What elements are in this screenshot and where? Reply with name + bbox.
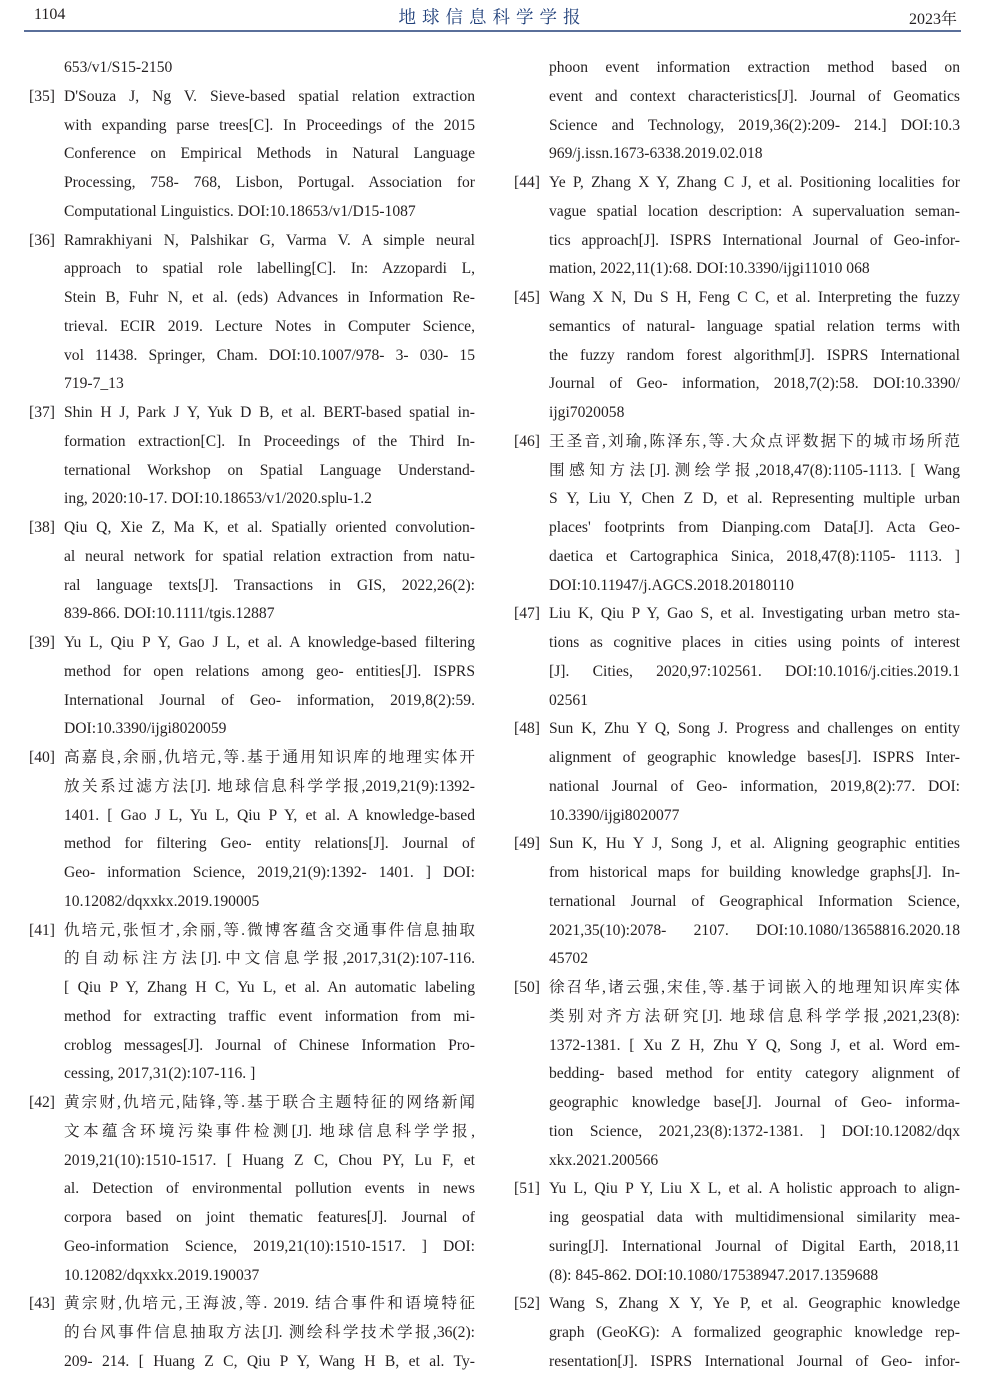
reference-text: from historical maps for building knowledge graphs[J]. In- [549, 864, 960, 881]
reference-text: places' footprints from Dianping.com Data[J]. Acta Geo- [549, 519, 960, 536]
reference-text: ternational Workshop on Spatial Language Understand- [64, 461, 475, 479]
reference-entry [514, 54, 960, 169]
reference-line [514, 1032, 960, 1061]
reference-line [29, 342, 475, 371]
reference-text: 1372-1381. [ Xu Z H, Zhu Y Q, Song J, et al. Word em- [549, 1036, 960, 1054]
reference-line [514, 1003, 960, 1032]
reference-entry [514, 715, 960, 830]
reference-text: tics approach[J]. ISPRS International Journal of Geo-infor- [549, 231, 960, 249]
reference-text: Shin H J, Park J Y, Yuk D B, et al. BERT-based spatial in- [64, 404, 475, 421]
reference-text: method for open relations among geo- entities[J]. ISPRS [64, 662, 475, 680]
reference-text: ternational Journal of Geographical Information Science, [549, 892, 960, 910]
reference-line [514, 917, 960, 946]
reference-entry [29, 83, 475, 227]
reference-line [514, 1147, 960, 1176]
reference-text: 黄宗财,仇培元,王海波,等. 2019. 结合事件和语境特征 [64, 1295, 475, 1313]
reference-line [514, 974, 960, 1003]
reference-entry [514, 1290, 960, 1376]
reference-text: (8): 845-862. DOI:10.1080/17538947.2017.1359688 [549, 1266, 879, 1284]
reference-line [29, 1118, 475, 1147]
publication-year: 2023年 [908, 11, 957, 28]
reference-text: event and context characteristics[J]. Journal of Geomatics [549, 87, 960, 105]
reference-text: method for extracting traffic event information from mi- [64, 1007, 475, 1025]
reference-line [29, 514, 475, 543]
reference-text: croblog messages[J]. Journal of Chinese Information Pro- [64, 1036, 475, 1054]
reference-number: [36] [29, 231, 55, 249]
reference-line [29, 1147, 475, 1176]
reference-line [29, 1262, 475, 1291]
reference-text: 文本蕴含环境污染事件检测[J]. 地球信息科学学报, [64, 1122, 475, 1140]
reference-line [514, 1233, 960, 1262]
reference-text: approach to spatial role labelling[C]. In: Azzopardi L, [64, 260, 475, 278]
reference-text: Liu K, Qiu P Y, Gao S, et al. Investigating urban metro sta- [549, 605, 960, 623]
reference-text: method for filtering Geo- entity relations[J]. Journal of [64, 835, 475, 853]
reference-line [29, 888, 475, 917]
reference-line [29, 1348, 475, 1377]
header-divider [24, 30, 961, 32]
reference-number: [41] [29, 921, 55, 939]
reference-line [29, 629, 475, 658]
reference-line [29, 83, 475, 112]
reference-line [29, 945, 475, 974]
reference-text: corpora based on joint thematic features[J]. Journal of [64, 1209, 475, 1226]
reference-text: Wang S, Zhang X Y, Ye P, et al. Geographic knowledge [549, 1295, 960, 1313]
reference-line [29, 744, 475, 773]
reference-text: al neural network for spatial relation extraction from natu- [64, 547, 475, 565]
reference-text: Processing, 758- 768, Lisbon, Portugal. Association for [64, 174, 475, 191]
reference-entry [29, 1089, 475, 1290]
reference-line [514, 342, 960, 371]
reference-line [514, 485, 960, 514]
reference-text: suring[J]. International Journal of Digital Earth, 2018,11 [549, 1237, 960, 1255]
reference-line [514, 572, 960, 601]
reference-line [514, 744, 960, 773]
reference-line [514, 399, 960, 428]
reference-line [514, 1175, 960, 1204]
reference-text: trieval. ECIR 2019. Lecture Notes in Computer Science, [64, 317, 475, 335]
reference-text: tion Science, 2021,23(8):1372-1381. ] DOI:10.12082/dqx [549, 1122, 960, 1140]
reference-text: 2021,35(10):2078- 2107. DOI:10.1080/13658816.2020.18 [549, 921, 960, 939]
reference-line [29, 600, 475, 629]
reference-text: Sun K, Hu Y J, Song J, et al. Aligning geographic entities [549, 835, 960, 853]
reference-text: phoon event information extraction method based on [549, 59, 960, 76]
reference-entry [514, 830, 960, 974]
reference-text: 969/j.issn.1673-6338.2019.02.018 [549, 145, 763, 163]
reference-line [514, 715, 960, 744]
reference-line [29, 54, 475, 83]
reference-line [29, 140, 475, 169]
reference-entry [514, 428, 960, 601]
reference-text: 放关系过滤方法[J]. 地球信息科学学报,2019,21(9):1392- [64, 777, 475, 795]
reference-line [29, 1204, 475, 1233]
reference-line [29, 1089, 475, 1118]
reference-entry [29, 629, 475, 744]
journal-title: 地球信息科学学报 [398, 7, 587, 27]
reference-line [514, 1060, 960, 1089]
reference-text: Journal of Geo- information, 2018,7(2):58. DOI:10.3390/ [549, 375, 960, 393]
reference-line [514, 140, 960, 169]
reference-line [514, 600, 960, 629]
reference-text: [J]. Cities, 2020,97:102561. DOI:10.1016/j.cities.2019.1 [549, 662, 960, 680]
reference-line [514, 543, 960, 572]
reference-text: DOI:10.11947/j.AGCS.2018.20180110 [549, 576, 794, 594]
reference-entry [29, 227, 475, 400]
reference-line [29, 255, 475, 284]
reference-text: 王圣音,刘瑜,陈泽东,等.大众点评数据下的城市场所范 [549, 432, 960, 450]
reference-text: 45702 [549, 950, 588, 968]
reference-text: 围感知方法[J].测绘学报,2018,47(8):1105-1113. [ Wang [549, 461, 960, 479]
reference-line [514, 1089, 960, 1118]
reference-line [514, 1118, 960, 1147]
reference-number: [35] [29, 87, 55, 105]
reference-text: 10.3390/ijgi8020077 [549, 806, 680, 824]
reference-text: 10.12082/dqxxkx.2019.190005 [64, 892, 260, 910]
reference-line [514, 457, 960, 486]
reference-text: daetica et Cartographica Sinica, 2018,47(8):1105- 1113. ] [549, 547, 960, 565]
reference-number: [51] [514, 1180, 540, 1198]
reference-text: 02561 [549, 691, 588, 709]
reference-text: Yu L, Qiu P Y, Gao J L, et al. A knowledge-based filtering [64, 634, 475, 651]
reference-line [29, 1319, 475, 1348]
reference-text: [ Qiu P Y, Zhang H C, Yu L, et al. An automatic labeling [64, 979, 475, 996]
reference-line [29, 485, 475, 514]
reference-text: vague spatial location description: A supervaluation seman- [549, 202, 960, 220]
reference-line [29, 1032, 475, 1061]
reference-line [29, 830, 475, 859]
reference-entry [29, 54, 475, 83]
reference-line [29, 1233, 475, 1262]
reference-number: [42] [29, 1094, 55, 1111]
reference-line [29, 802, 475, 831]
reference-line [29, 198, 475, 227]
reference-number: [46] [514, 432, 540, 450]
reference-text: Ramrakhiyani N, Palshikar G, Varma V. A simple neural [64, 231, 475, 249]
reference-line [29, 1003, 475, 1032]
reference-line [514, 169, 960, 198]
reference-text: S Y, Liu Y, Chen Z D, et al. Representing multiple urban [549, 490, 960, 508]
reference-line [29, 1060, 475, 1089]
reference-text: xkx.2021.200566 [549, 1151, 659, 1169]
reference-text: Qiu Q, Xie Z, Ma K, et al. Spatially oriented convolution- [64, 519, 475, 536]
reference-entry [514, 1175, 960, 1290]
reference-text: 2019,21(10):1510-1517. [ Huang Z C, Chou PY, Lu F, et [64, 1151, 475, 1169]
reference-text: Stein B, Fuhr N, et al. (eds) Advances in Information Re- [64, 289, 475, 306]
reference-text: Computational Linguistics. DOI:10.18653/v1/D15-1087 [64, 202, 416, 220]
reference-number: [37] [29, 404, 55, 421]
reference-number: [44] [514, 174, 540, 191]
reference-line [514, 313, 960, 342]
reference-number: [52] [514, 1295, 540, 1313]
reference-number: [48] [514, 720, 540, 738]
reference-line [29, 658, 475, 687]
reference-text: Yu L, Qiu P Y, Liu X L, et al. A holistic approach to align- [549, 1180, 960, 1198]
reference-line [29, 169, 475, 198]
reference-line [514, 112, 960, 141]
reference-text: 类别对齐方法研究[J]. 地球信息科学学报,2021,23(8): [549, 1007, 960, 1025]
reference-line [514, 1204, 960, 1233]
reference-column-left [29, 54, 475, 1377]
reference-line [514, 255, 960, 284]
reference-text: Geo- information Science, 2019,21(9):1392- 1401. ] DOI: [64, 864, 475, 881]
reference-text: International Journal of Geo- information, 2019,8(2):59. [64, 691, 475, 709]
reference-text: DOI:10.3390/ijgi8020059 [64, 720, 227, 738]
reference-line [514, 514, 960, 543]
reference-line [514, 629, 960, 658]
reference-number: [50] [514, 979, 540, 996]
reference-line [29, 974, 475, 1003]
reference-entry [514, 284, 960, 428]
reference-text: 高嘉良,余丽,仇培元,等.基于通用知识库的地理实体开 [64, 749, 475, 766]
reference-entry [514, 974, 960, 1175]
reference-line [29, 687, 475, 716]
reference-text: resentation[J]. ISPRS International Journal of Geo- infor- [549, 1352, 960, 1370]
reference-text: Ye P, Zhang X Y, Zhang C J, et al. Positioning localities for [549, 174, 960, 191]
reference-line [29, 313, 475, 342]
reference-line [514, 370, 960, 399]
reference-line [29, 1290, 475, 1319]
reference-line [514, 687, 960, 716]
reference-text: with expanding parse trees[C]. In Proceedings of the 2015 [64, 116, 475, 134]
reference-text: graph (GeoKG): A formalized geographic knowledge rep- [549, 1324, 960, 1341]
reference-text: Conference on Empirical Methods in Natural Language [64, 145, 475, 163]
reference-line [514, 1290, 960, 1319]
reference-text: D'Souza J, Ng V. Sieve-based spatial relation extraction [64, 87, 475, 105]
reference-line [514, 802, 960, 831]
reference-line [514, 773, 960, 802]
reference-entry [514, 169, 960, 284]
reference-text: the fuzzy random forest algorithm[J]. ISPRS International [549, 346, 960, 364]
reference-text: al. Detection of environmental pollution events in news [64, 1180, 475, 1198]
reference-text: vol 11438. Springer, Cham. DOI:10.1007/978- 3- 030- 15 [64, 346, 475, 364]
reference-text: ing geospatial data with multidimensional similarity mea- [549, 1209, 960, 1226]
reference-text: 653/v1/S15-2150 [64, 59, 173, 76]
reference-line [514, 83, 960, 112]
reference-line [29, 572, 475, 601]
reference-text: geographic knowledge base[J]. Journal of Geo- informa- [549, 1094, 960, 1111]
reference-number: [39] [29, 634, 55, 651]
reference-line [514, 227, 960, 256]
reference-line [29, 227, 475, 256]
reference-text: alignment of geographic knowledge bases[J]. ISPRS Inter- [549, 749, 960, 766]
reference-text: bedding- based method for entity category alignment of [549, 1065, 960, 1083]
reference-line [29, 1175, 475, 1204]
reference-text: tions as cognitive places in cities using points of interest [549, 634, 960, 651]
reference-text: ral language texts[J]. Transactions in GIS, 2022,26(2): [64, 576, 475, 594]
reference-text: Geo-information Science, 2019,21(10):1510-1517. ] DOI: [64, 1237, 475, 1255]
reference-line [29, 773, 475, 802]
reference-line [514, 658, 960, 687]
reference-line [514, 859, 960, 888]
reference-line [29, 370, 475, 399]
reference-line [29, 917, 475, 946]
reference-number: [40] [29, 749, 55, 766]
reference-text: 徐召华,诸云强,宋佳,等.基于词嵌入的地理知识库实体 [549, 979, 960, 996]
reference-text: mation, 2022,11(1):68. DOI:10.3390/ijgi11010 068 [549, 260, 870, 278]
reference-text: Science and Technology, 2019,36(2):209- 214.] DOI:10.3 [549, 116, 960, 134]
page-header [24, 0, 961, 32]
reference-line [29, 428, 475, 457]
reference-entry [29, 917, 475, 1090]
reference-line [514, 198, 960, 227]
reference-text: 1401. [ Gao J L, Yu L, Qiu P Y, et al. A knowledge-based [64, 806, 475, 824]
reference-line [514, 284, 960, 313]
reference-text: 209- 214. [ Huang Z C, Qiu P Y, Wang H B, et al. Ty- [64, 1352, 475, 1370]
reference-text: 839-866. DOI:10.1111/tgis.12887 [64, 605, 275, 623]
reference-line [514, 945, 960, 974]
reference-column-right [514, 54, 960, 1377]
reference-number: [38] [29, 519, 55, 536]
reference-number: [49] [514, 835, 540, 853]
reference-number: [47] [514, 605, 540, 623]
reference-line [514, 1319, 960, 1348]
reference-entry [29, 744, 475, 917]
reference-text: 的自动标注方法[J].中文信息学报,2017,31(2):107-116. [64, 950, 475, 968]
reference-number: [43] [29, 1295, 55, 1313]
reference-line [514, 888, 960, 917]
reference-text: Sun K, Zhu Y Q, Song J. Progress and challenges on entity [549, 720, 960, 738]
page-number: 1104 [34, 6, 66, 23]
reference-line [29, 112, 475, 141]
reference-line [29, 715, 475, 744]
reference-line [29, 543, 475, 572]
reference-text: 10.12082/dqxxkx.2019.190037 [64, 1266, 260, 1284]
reference-text: semantics of natural- language spatial relation terms with [549, 317, 960, 335]
reference-text: ing, 2020:10-17. DOI:10.18653/v1/2020.splu-1.2 [64, 490, 372, 508]
reference-number: [45] [514, 289, 540, 306]
reference-text: ijgi7020058 [549, 404, 625, 421]
reference-text: 的台风事件信息抽取方法[J]. 测绘科学技术学报,36(2): [64, 1324, 475, 1341]
reference-entry [514, 600, 960, 715]
reference-line [514, 1348, 960, 1377]
reference-line [514, 830, 960, 859]
reference-line [29, 457, 475, 486]
reference-text: 719-7_13 [64, 375, 124, 393]
reference-entry [29, 514, 475, 629]
reference-text: national Journal of Geo- information, 2019,8(2):77. DOI: [549, 777, 960, 795]
reference-text: formation extraction[C]. In Proceedings of the Third In- [64, 432, 475, 450]
reference-line [514, 428, 960, 457]
reference-text: Wang X N, Du S H, Feng C C, et al. Interpreting the fuzzy [549, 289, 960, 306]
reference-entry [29, 399, 475, 514]
reference-line [29, 399, 475, 428]
reference-text: cessing, 2017,31(2):107-116. ] [64, 1065, 256, 1083]
reference-entry [29, 1290, 475, 1376]
reference-line [514, 54, 960, 83]
reference-line [29, 284, 475, 313]
reference-text: 黄宗财,仇培元,陆锋,等.基于联合主题特征的网络新闻 [64, 1094, 475, 1111]
reference-line [514, 1262, 960, 1291]
reference-line [29, 859, 475, 888]
reference-text: 仇培元,张恒才,余丽,等.微博客蕴含交通事件信息抽取 [64, 921, 475, 939]
